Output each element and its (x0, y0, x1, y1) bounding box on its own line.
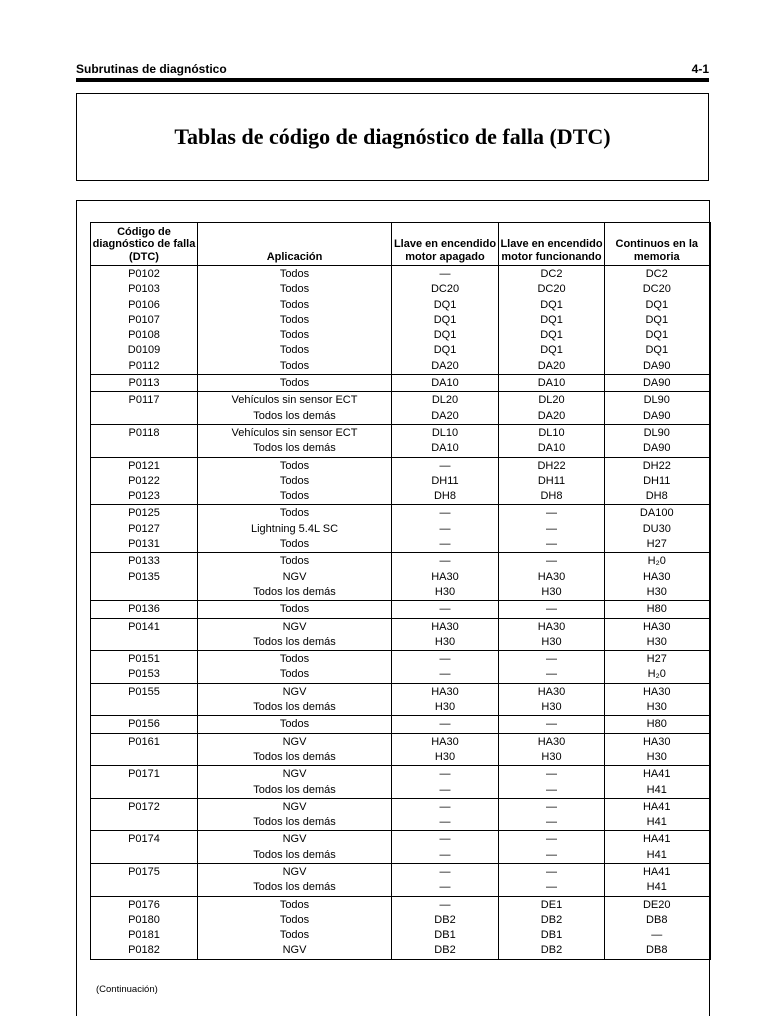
cell-motor-apagado: DA10 (392, 441, 499, 457)
cell-dtc: P0113 (91, 375, 198, 392)
cell-motor-apagado: — (392, 553, 499, 570)
cell-motor-apagado: — (392, 831, 499, 848)
cell-motor-apagado: DH11 (392, 474, 499, 489)
cell-aplicacion: Todos los demás (198, 848, 392, 864)
table-row (91, 505, 710, 522)
cell-continuos: DB8 (605, 913, 710, 928)
cell-motor-funcionando: — (499, 831, 605, 848)
page-title: Tablas de código de diagnóstico de falla (DTC) (174, 124, 611, 149)
col-continuos: Continuos en la memoria (605, 223, 710, 266)
cell-motor-apagado: — (392, 651, 499, 668)
table-row (91, 553, 710, 570)
cell-dtc: D0109 (91, 343, 198, 358)
dtc-group (91, 618, 710, 651)
cell-motor-funcionando: DA10 (499, 441, 605, 457)
cell-dtc (91, 635, 198, 651)
cell-dtc: P0107 (91, 313, 198, 328)
cell-continuos: H₂0 (605, 553, 710, 570)
cell-aplicacion: Todos (198, 298, 392, 313)
cell-continuos: DQ1 (605, 298, 710, 313)
dtc-group (91, 733, 710, 766)
cell-dtc (91, 783, 198, 799)
cell-dtc: P0176 (91, 896, 198, 913)
cell-dtc: P0155 (91, 683, 198, 700)
cell-dtc: P0121 (91, 457, 198, 474)
cell-motor-apagado: DL10 (392, 424, 499, 441)
table-row (91, 783, 710, 799)
cell-aplicacion: Todos (198, 928, 392, 943)
cell-motor-apagado: DA10 (392, 375, 499, 392)
table-row (91, 651, 710, 668)
cell-dtc (91, 700, 198, 716)
cell-motor-apagado: DH8 (392, 489, 499, 505)
table-row (91, 522, 710, 537)
table-row (91, 392, 710, 409)
cell-motor-funcionando: HA30 (499, 570, 605, 585)
cell-dtc: P0180 (91, 913, 198, 928)
cell-motor-apagado: H30 (392, 635, 499, 651)
cell-continuos: HA30 (605, 683, 710, 700)
cell-motor-funcionando: — (499, 848, 605, 864)
cell-motor-apagado: DA20 (392, 359, 499, 375)
cell-motor-funcionando: — (499, 783, 605, 799)
cell-motor-apagado: DA20 (392, 409, 499, 425)
dtc-group (91, 392, 710, 425)
cell-motor-funcionando: — (499, 815, 605, 831)
col-dtc: Código de diagnóstico de falla (DTC) (91, 223, 198, 266)
cell-motor-funcionando: — (499, 505, 605, 522)
dtc-group (91, 683, 710, 716)
cell-motor-apagado: — (392, 815, 499, 831)
table-row (91, 635, 710, 651)
cell-dtc: P0125 (91, 505, 198, 522)
cell-continuos: H30 (605, 700, 710, 716)
cell-motor-funcionando: HA30 (499, 733, 605, 750)
dtc-group (91, 651, 710, 684)
cell-motor-funcionando: H30 (499, 635, 605, 651)
cell-motor-apagado: — (392, 848, 499, 864)
cell-aplicacion: Todos los demás (198, 750, 392, 766)
col-aplicacion: Aplicación (198, 223, 392, 266)
cell-motor-apagado: — (392, 880, 499, 896)
cell-dtc: P0161 (91, 733, 198, 750)
cell-continuos: HA30 (605, 570, 710, 585)
cell-motor-apagado: — (392, 457, 499, 474)
cell-dtc (91, 585, 198, 601)
cell-aplicacion: Todos los demás (198, 635, 392, 651)
cell-motor-apagado: — (392, 896, 499, 913)
cell-continuos: H30 (605, 750, 710, 766)
cell-motor-funcionando: — (499, 651, 605, 668)
cell-motor-apagado: — (392, 798, 499, 815)
cell-continuos: H27 (605, 537, 710, 553)
cell-continuos: DA100 (605, 505, 710, 522)
cell-continuos: DU30 (605, 522, 710, 537)
cell-motor-funcionando: H30 (499, 585, 605, 601)
cell-motor-apagado: — (392, 537, 499, 553)
cell-dtc (91, 441, 198, 457)
cell-continuos: HA41 (605, 863, 710, 880)
dtc-group (91, 505, 710, 553)
dtc-group (91, 863, 710, 896)
cell-motor-apagado: DQ1 (392, 343, 499, 358)
cell-dtc: P0127 (91, 522, 198, 537)
cell-motor-funcionando: DL10 (499, 424, 605, 441)
dtc-table-header (91, 223, 710, 266)
cell-motor-apagado: DC20 (392, 282, 499, 297)
cell-dtc (91, 409, 198, 425)
table-row (91, 863, 710, 880)
table-row (91, 266, 710, 283)
cell-dtc: P0181 (91, 928, 198, 943)
dtc-group (91, 896, 710, 959)
cell-motor-apagado: DB2 (392, 943, 499, 959)
table-row (91, 424, 710, 441)
table-row (91, 328, 710, 343)
table-row (91, 585, 710, 601)
table-row (91, 457, 710, 474)
cell-motor-funcionando: — (499, 863, 605, 880)
cell-continuos: H₂0 (605, 667, 710, 683)
cell-continuos: HA30 (605, 618, 710, 635)
cell-dtc: P0172 (91, 798, 198, 815)
cell-motor-apagado: DQ1 (392, 298, 499, 313)
cell-aplicacion: NGV (198, 831, 392, 848)
cell-dtc: P0171 (91, 766, 198, 783)
dtc-group (91, 266, 710, 375)
table-row (91, 570, 710, 585)
cell-aplicacion: Todos (198, 359, 392, 375)
cell-motor-funcionando: DA20 (499, 359, 605, 375)
cell-continuos: DC20 (605, 282, 710, 297)
cell-motor-funcionando: DC2 (499, 266, 605, 283)
header-rule (76, 78, 709, 82)
cell-motor-apagado: HA30 (392, 618, 499, 635)
cell-motor-funcionando: DB1 (499, 928, 605, 943)
cell-motor-funcionando: — (499, 766, 605, 783)
cell-aplicacion: Todos (198, 282, 392, 297)
cell-dtc: P0174 (91, 831, 198, 848)
cell-continuos: H80 (605, 601, 710, 618)
cell-motor-funcionando: DB2 (499, 913, 605, 928)
cell-aplicacion: Todos (198, 474, 392, 489)
cell-dtc: P0106 (91, 298, 198, 313)
cell-motor-funcionando: HA30 (499, 683, 605, 700)
cell-motor-apagado: DB2 (392, 913, 499, 928)
table-row (91, 343, 710, 358)
cell-motor-funcionando: — (499, 798, 605, 815)
cell-motor-funcionando: — (499, 601, 605, 618)
dtc-group (91, 831, 710, 864)
cell-motor-apagado: HA30 (392, 570, 499, 585)
cell-aplicacion: Todos (198, 651, 392, 668)
dtc-group (91, 457, 710, 505)
cell-motor-apagado: H30 (392, 700, 499, 716)
table-row (91, 848, 710, 864)
table-row (91, 766, 710, 783)
table-row (91, 798, 710, 815)
cell-aplicacion: Todos los demás (198, 815, 392, 831)
cell-continuos: DH8 (605, 489, 710, 505)
cell-motor-funcionando: DA10 (499, 375, 605, 392)
cell-continuos: H80 (605, 716, 710, 733)
cell-motor-funcionando: DL20 (499, 392, 605, 409)
dtc-group (91, 553, 710, 601)
table-row (91, 537, 710, 553)
cell-continuos: DB8 (605, 943, 710, 959)
running-header (76, 62, 709, 78)
cell-continuos: H41 (605, 815, 710, 831)
cell-aplicacion: Lightning 5.4L SC (198, 522, 392, 537)
cell-aplicacion: Todos los demás (198, 585, 392, 601)
cell-motor-apagado: DL20 (392, 392, 499, 409)
cell-motor-apagado: — (392, 716, 499, 733)
cell-motor-funcionando: — (499, 553, 605, 570)
cell-dtc: P0156 (91, 716, 198, 733)
cell-aplicacion: Todos (198, 505, 392, 522)
cell-dtc: P0153 (91, 667, 198, 683)
table-row (91, 359, 710, 375)
cell-dtc (91, 848, 198, 864)
cell-aplicacion: Vehículos sin sensor ECT (198, 392, 392, 409)
cell-continuos: HA41 (605, 831, 710, 848)
table-row (91, 880, 710, 896)
dtc-group (91, 766, 710, 799)
table-row (91, 375, 710, 392)
cell-continuos: HA41 (605, 766, 710, 783)
cell-dtc (91, 750, 198, 766)
table-row (91, 815, 710, 831)
dtc-group (91, 798, 710, 831)
cell-dtc: P0131 (91, 537, 198, 553)
cell-aplicacion: Todos los demás (198, 700, 392, 716)
dtc-group (91, 601, 710, 618)
cell-continuos: DQ1 (605, 313, 710, 328)
table-row (91, 943, 710, 959)
cell-aplicacion: Todos (198, 457, 392, 474)
cell-dtc: P0151 (91, 651, 198, 668)
cell-motor-funcionando: H30 (499, 750, 605, 766)
table-row (91, 282, 710, 297)
cell-continuos: H27 (605, 651, 710, 668)
cell-motor-apagado: — (392, 505, 499, 522)
cell-aplicacion: NGV (198, 943, 392, 959)
cell-dtc (91, 815, 198, 831)
cell-motor-funcionando: — (499, 716, 605, 733)
table-row (91, 896, 710, 913)
dtc-group (91, 424, 710, 457)
cell-continuos: DH11 (605, 474, 710, 489)
dtc-group (91, 375, 710, 392)
cell-dtc: P0135 (91, 570, 198, 585)
cell-aplicacion: Todos (198, 896, 392, 913)
cell-aplicacion: Todos (198, 489, 392, 505)
cell-aplicacion: Todos (198, 313, 392, 328)
cell-motor-funcionando: — (499, 537, 605, 553)
cell-motor-apagado: — (392, 667, 499, 683)
cell-aplicacion: Todos los demás (198, 783, 392, 799)
cell-dtc: P0102 (91, 266, 198, 283)
cell-motor-apagado: — (392, 522, 499, 537)
cell-motor-funcionando: H30 (499, 700, 605, 716)
cell-aplicacion: Todos (198, 375, 392, 392)
cell-dtc: P0103 (91, 282, 198, 297)
cell-motor-apagado: HA30 (392, 683, 499, 700)
cell-motor-funcionando: DQ1 (499, 343, 605, 358)
table-row (91, 750, 710, 766)
cell-aplicacion: NGV (198, 798, 392, 815)
cell-aplicacion: Todos los demás (198, 409, 392, 425)
cell-continuos: H41 (605, 880, 710, 896)
cell-aplicacion: Todos (198, 328, 392, 343)
table-row (91, 700, 710, 716)
page-number: 4-1 (691, 62, 709, 76)
cell-aplicacion: Todos (198, 537, 392, 553)
table-row (91, 913, 710, 928)
cell-aplicacion: Todos (198, 601, 392, 618)
cell-dtc: P0123 (91, 489, 198, 505)
cell-continuos: DA90 (605, 359, 710, 375)
cell-continuos: — (605, 928, 710, 943)
cell-aplicacion: Todos (198, 553, 392, 570)
table-row (91, 441, 710, 457)
table-row (91, 313, 710, 328)
col-motor-funcionando: Llave en encendido motor funcionando (499, 223, 605, 266)
table-row (91, 667, 710, 683)
cell-continuos: DL90 (605, 424, 710, 441)
cell-continuos: DQ1 (605, 343, 710, 358)
table-row (91, 716, 710, 733)
title-box (76, 93, 709, 181)
cell-motor-funcionando: DC20 (499, 282, 605, 297)
cell-dtc: P0133 (91, 553, 198, 570)
cell-continuos: DQ1 (605, 328, 710, 343)
cell-aplicacion: Todos (198, 266, 392, 283)
cell-motor-apagado: DQ1 (392, 328, 499, 343)
cell-aplicacion: NGV (198, 618, 392, 635)
table-row (91, 409, 710, 425)
table-row (91, 831, 710, 848)
cell-dtc: P0175 (91, 863, 198, 880)
cell-aplicacion: NGV (198, 733, 392, 750)
cell-motor-funcionando: DQ1 (499, 313, 605, 328)
cell-aplicacion: Todos los demás (198, 880, 392, 896)
cell-motor-funcionando: — (499, 667, 605, 683)
cell-aplicacion: Todos (198, 716, 392, 733)
cell-continuos: H30 (605, 635, 710, 651)
cell-motor-apagado: — (392, 266, 499, 283)
cell-continuos: DL90 (605, 392, 710, 409)
cell-motor-funcionando: HA30 (499, 618, 605, 635)
cell-aplicacion: Todos (198, 667, 392, 683)
table-row (91, 601, 710, 618)
cell-motor-apagado: H30 (392, 585, 499, 601)
cell-dtc: P0108 (91, 328, 198, 343)
cell-motor-funcionando: DE1 (499, 896, 605, 913)
cell-motor-funcionando: DQ1 (499, 298, 605, 313)
cell-aplicacion: NGV (198, 570, 392, 585)
cell-motor-funcionando: DH22 (499, 457, 605, 474)
cell-motor-apagado: — (392, 863, 499, 880)
table-row (91, 618, 710, 635)
cell-dtc: P0112 (91, 359, 198, 375)
cell-motor-funcionando: DQ1 (499, 328, 605, 343)
cell-motor-apagado: — (392, 783, 499, 799)
cell-continuos: HA41 (605, 798, 710, 815)
cell-motor-funcionando: DH8 (499, 489, 605, 505)
cell-dtc: P0117 (91, 392, 198, 409)
table-row (91, 489, 710, 505)
cell-dtc: P0118 (91, 424, 198, 441)
table-row (91, 298, 710, 313)
cell-aplicacion: NGV (198, 863, 392, 880)
cell-motor-funcionando: DA20 (499, 409, 605, 425)
cell-continuos: DA90 (605, 375, 710, 392)
continuation-note: (Continuación) (96, 984, 158, 995)
table-row (91, 683, 710, 700)
cell-continuos: HA30 (605, 733, 710, 750)
cell-dtc (91, 880, 198, 896)
cell-aplicacion: NGV (198, 766, 392, 783)
cell-continuos: H30 (605, 585, 710, 601)
cell-motor-apagado: — (392, 766, 499, 783)
cell-aplicacion: Todos (198, 343, 392, 358)
cell-aplicacion: Vehículos sin sensor ECT (198, 424, 392, 441)
cell-continuos: H41 (605, 848, 710, 864)
cell-motor-funcionando: DB2 (499, 943, 605, 959)
cell-aplicacion: NGV (198, 683, 392, 700)
cell-aplicacion: Todos los demás (198, 441, 392, 457)
cell-continuos: DA90 (605, 441, 710, 457)
cell-continuos: H41 (605, 783, 710, 799)
cell-motor-apagado: H30 (392, 750, 499, 766)
cell-motor-funcionando: — (499, 522, 605, 537)
table-row (91, 928, 710, 943)
table-row (91, 733, 710, 750)
dtc-group (91, 716, 710, 733)
cell-continuos: DH22 (605, 457, 710, 474)
cell-motor-apagado: DB1 (392, 928, 499, 943)
cell-motor-apagado: DQ1 (392, 313, 499, 328)
section-title: Subrutinas de diagnóstico (76, 62, 227, 76)
table-row (91, 474, 710, 489)
cell-dtc: P0141 (91, 618, 198, 635)
cell-continuos: DA90 (605, 409, 710, 425)
cell-continuos: DE20 (605, 896, 710, 913)
col-motor-apagado: Llave en encendido motor apagado (392, 223, 499, 266)
cell-motor-funcionando: — (499, 880, 605, 896)
dtc-table (90, 222, 711, 960)
cell-motor-funcionando: DH11 (499, 474, 605, 489)
cell-continuos: DC2 (605, 266, 710, 283)
cell-motor-apagado: HA30 (392, 733, 499, 750)
cell-motor-apagado: — (392, 601, 499, 618)
cell-dtc: P0136 (91, 601, 198, 618)
cell-aplicacion: Todos (198, 913, 392, 928)
cell-dtc: P0122 (91, 474, 198, 489)
cell-dtc: P0182 (91, 943, 198, 959)
